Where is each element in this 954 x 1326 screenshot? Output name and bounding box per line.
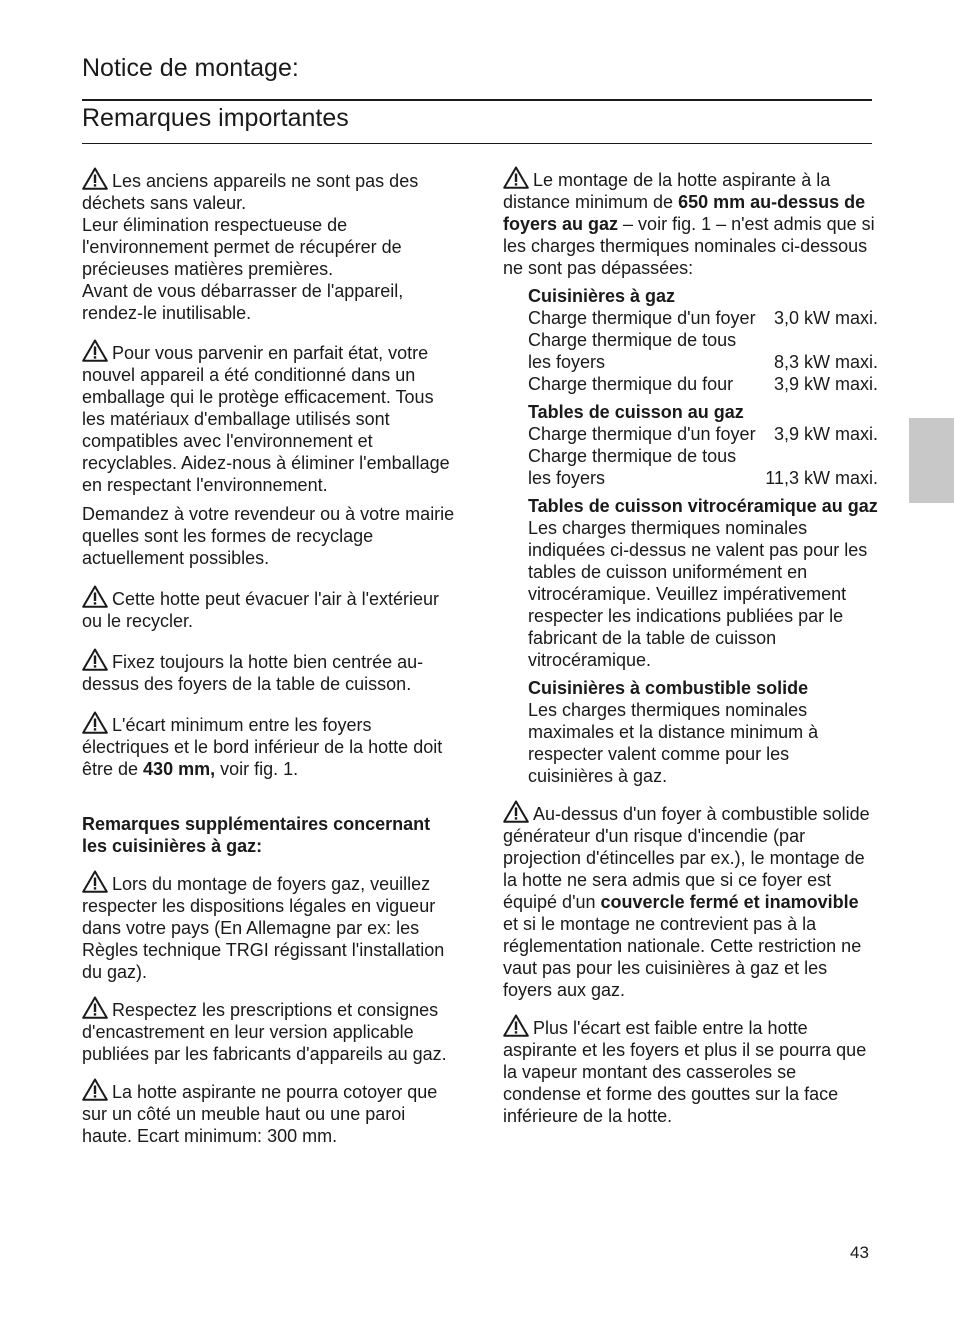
spec-value: 8,3 kW maxi.: [773, 352, 878, 372]
section-heading: Tables de cuisson vitrocéramique au gaz: [528, 496, 878, 516]
spec-label: Charge thermique de tous les foyers: [528, 330, 737, 372]
paragraph-min-distance: L'écart minimum entre les foyers électriques et le bord inférieur de la hotte doit être de 430 mm, voir fig. 1.: [82, 711, 457, 780]
spec-row: [528, 329, 878, 373]
spec-value: 3,0 kW maxi.: [773, 308, 878, 328]
spec-row: [528, 423, 878, 445]
warning-triangle-icon: [82, 1078, 108, 1101]
warning-triangle-icon: [82, 339, 108, 362]
spec-row: [528, 373, 878, 395]
warning-triangle-icon: [82, 167, 108, 190]
section-heading: Tables de cuisson au gaz: [528, 402, 744, 422]
warning-triangle-icon: [503, 1014, 529, 1037]
paragraph-centering: Fixez toujours la hotte bien centrée au-dessus des foyers de la table de cuisson.: [82, 648, 457, 695]
spec-value: 3,9 kW maxi.: [773, 374, 878, 394]
spec-label: Charge thermique d'un foyer: [528, 308, 756, 328]
paragraph-solid-fuel-fire: Au-dessus d'un foyer à combustible solide générateur d'un risque d'incendie (par projection d'étincelles par ex.), le montage de la hotte ne sera admis que si ce foyer est équipé d'un couvercle fermé et inamovible et si le montage ne contrevient pas à la réglementation nationale. Cette restriction ne vaut pas pour les cuisinières à gaz et les foyers aux gaz.: [503, 800, 878, 1001]
section-title: Remarques importantes: [82, 104, 349, 132]
paragraph-installation: Respectez les prescriptions et consignes d'encastrement en leur version applicable publiées par les fabricants d'appareils au gaz.: [82, 996, 457, 1065]
spec-value: 3,9 kW maxi.: [773, 424, 878, 444]
section-heading: Cuisinières à gaz: [528, 286, 676, 306]
section-divider: [82, 143, 872, 144]
section-text: Les charges thermiques nominales indiquées ci-dessus ne valent pas pour les tables de cuisson uniformément en vitrocéramique. Veuillez impérativement respecter les indications publiées par le fabricant de la table de cuisson vitrocéramique.: [528, 518, 868, 670]
warning-triangle-icon: [82, 648, 108, 671]
spec-row: [528, 307, 878, 329]
paragraph-evacuation: Cette hotte peut évacuer l'air à l'extérieur ou le recycler.: [82, 585, 457, 632]
side-tab-marker: [909, 418, 954, 503]
subheading-gas: Remarques supplémentaires concernant les cuisinières à gaz:: [82, 814, 431, 856]
gas-hob-section: [528, 401, 878, 489]
section-heading: Cuisinières à combustible solide: [528, 678, 809, 698]
solid-fuel-section: [528, 677, 878, 787]
page-number: 43: [850, 1243, 869, 1262]
paragraph-recycling: Demandez à votre revendeur ou à votre mairie quelles sont les formes de recyclage actuellement possibles.: [82, 504, 455, 568]
paragraph-gas-distance: Le montage de la hotte aspirante à la distance minimum de 650 mm au-dessus de foyers au gaz – voir fig. 1 – n'est admis que si les charges thermiques nominales ci-dessous ne sont pas dépassées:: [503, 166, 878, 279]
spec-label: Charge thermique du four: [528, 374, 734, 394]
warning-triangle-icon: [82, 996, 108, 1019]
right-column: [503, 166, 878, 1127]
warning-triangle-icon: [503, 800, 529, 823]
paragraph-gas-regulations: Lors du montage de foyers gaz, veuillez respecter les dispositions légales en vigueur dans votre pays (En Allemagne par ex: les Règles technique TRGI régissant l'installation du gaz).: [82, 870, 457, 983]
title-divider: [82, 99, 872, 101]
spec-value: 11,3 kW maxi.: [765, 468, 878, 488]
section-text: Les charges thermiques nominales maximales et la distance minimum à respecter valent comme pour les cuisinières à gaz.: [528, 700, 819, 786]
gas-cooker-section: [528, 285, 878, 395]
left-column: [82, 167, 457, 1147]
spec-label: Charge thermique de tous les foyers: [528, 446, 737, 488]
spec-label: Charge thermique d'un foyer: [528, 424, 756, 444]
paragraph-packaging: Pour vous parvenir en parfait état, votre nouvel appareil a été conditionné dans un emballage qui le protège efficacement. Tous les matériaux d'emballage utilisés sont compatibles avec l'environnement et recyclables. Aidez-nous à éliminer l'emballage en respectant l'environnement.: [82, 339, 457, 496]
paragraph-cabinet: La hotte aspirante ne pourra cotoyer que sur un côté un meuble haut ou une paroi haute. Ecart minimum: 300 mm.: [82, 1078, 457, 1147]
spec-row: [528, 445, 878, 489]
warning-triangle-icon: [82, 585, 108, 608]
page-title: Notice de montage:: [82, 54, 299, 82]
paragraph-disposal: Les anciens appareils ne sont pas des déchets sans valeur. Leur élimination respectueuse de l'environnement permet de récupérer de précieuses matières premières. Avant de vous débarrasser de l'appareil, rendez-le inutilisable.: [82, 167, 457, 324]
warning-triangle-icon: [82, 711, 108, 734]
paragraph-condensation: Plus l'écart est faible entre la hotte aspirante et les foyers et plus il se pourra que la vapeur montant des casseroles se condense et forme des gouttes sur la face inférieure de la hotte.: [503, 1014, 878, 1127]
vitroceramic-section: [528, 495, 878, 671]
warning-triangle-icon: [82, 870, 108, 893]
warning-triangle-icon: [503, 166, 529, 189]
